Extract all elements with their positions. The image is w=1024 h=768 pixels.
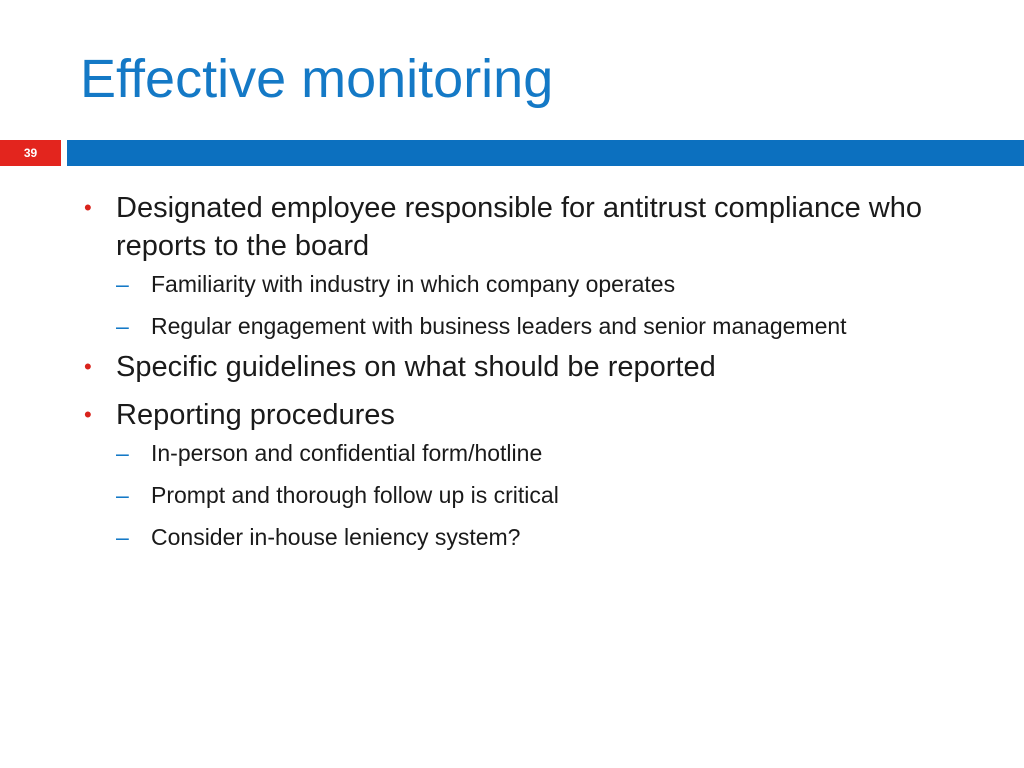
sub-bullet-item — [116, 268, 984, 300]
sub-bullet-text: Regular engagement with business leaders and senior management — [151, 313, 847, 339]
sub-bullet-text: Consider in-house leniency system? — [151, 524, 521, 550]
sub-bullet-item — [116, 521, 984, 553]
dash-icon: – — [116, 440, 129, 466]
sub-bullet-text: In-person and confidential form/hotline — [151, 440, 543, 466]
slide-number-badge: 39 — [0, 140, 61, 166]
dash-icon: – — [116, 524, 129, 550]
bullet-item — [84, 189, 984, 265]
bullet-text: Reporting procedures — [116, 399, 395, 431]
slide-title: Effective monitoring — [80, 49, 554, 109]
bullet-text: Designated employee responsible for antitrust compliance who reports to the board — [116, 192, 922, 262]
sub-bullet-text: Prompt and thorough follow up is critical — [151, 482, 559, 508]
bullet-list — [84, 189, 984, 563]
title-underline-bar — [67, 140, 1024, 166]
sub-bullet-text: Familiarity with industry in which company operates — [151, 271, 676, 297]
dash-icon: – — [116, 313, 129, 339]
bullet-item — [84, 348, 984, 386]
dash-icon: – — [116, 271, 129, 297]
sub-bullet-item — [116, 479, 984, 511]
bullet-dot-icon: • — [84, 195, 92, 220]
sub-bullet-item — [116, 437, 984, 469]
bullet-item — [84, 396, 984, 434]
bullet-dot-icon: • — [84, 354, 92, 379]
bullet-text: Specific guidelines on what should be reported — [116, 351, 716, 383]
sub-bullet-item — [116, 310, 984, 342]
dash-icon: – — [116, 482, 129, 508]
bullet-dot-icon: • — [84, 402, 92, 427]
